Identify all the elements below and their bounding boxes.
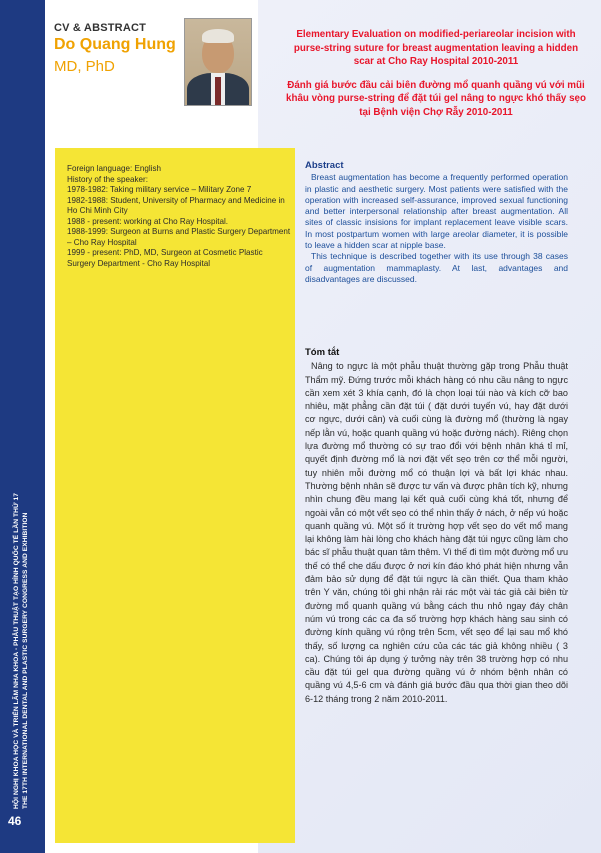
bio-line: 1988 - present: working at Cho Ray Hospital.	[67, 216, 229, 226]
bio-line: 1978-1982: Taking military service – Military Zone 7	[67, 185, 252, 194]
title-block	[286, 28, 586, 119]
abstract-section	[305, 160, 568, 285]
summary-paragraph: Nâng to ngực là một phẫu thuật thường gặp trong Phẫu thuật Thẩm mỹ. Đứng trước mỗi khách hàng có nhu cầu nâng to ngực cần xem xét 3 khía cạnh, đó là chọn loại túi nào và kích cỡ bao nhiêu, mặt phẳng cần đặt túi ( đặt dưới tuyến vú, hay đặt dưới cơ ngực, dưới cân) và cuối cùng là đường mổ (thường là ngay nếp lằn vú, hoặc quanh quầng vú hoặc đường nách). Riêng chọn lựa đường mổ thường có sự trao đổi với bệnh nhân khá tỉ mỉ, quyết định đường mổ là nơi đặt vết sẹo trên cơ thể mỗi người, tuy nhiên mỗi đường mổ có thuận lợi và bất lợi khác nhau. Thường bệnh nhân sẽ được tư vấn và được phân tích kỹ, nhưng nhìn chung đều mang lại kết quả cuối cùng khá tốt, nhưng để ngoài vẫn có một vết sẹo có thể nhìn thấy ở nách, ở nếp vú hoặc quanh quầng vú. Một số ít trường hợp vết sẹo do vết mổ mang lại không làm hài lòng cho khách hàng đặt túi ngực cũng làm cho bác sĩ phẫu thuật quan tâm thêm. Vì thế đi tìm một đường mổ ưu thế có thể che dấu được ở nơi kín đáo khó phát hiện nhưng vẫn đảm bảo sử dụng để đặt túi ngực là cần thiết. Qua tham khảo trên Y văn, chúng tôi ghi nhận rải rác một vài tác giả cải biên từ đường mổ quanh quầng vú bằng cách thu nhỏ ngay đáy chân núm vú trong các ca đa số trường hợp khách hàng sau sinh có đường kính quầng vú rộng trên 5cm, vết sẹo để lại sau mổ khó thấy, số lượng ca nghiên cứu của các tác giả không nhiều ( 3 ca). Chúng tôi áp dụng ý tưởng này trên 38 trường hợp có nhu cầu đặt túi gel qua đường quầng vú ở nhóm bệnh nhân có quầng vú 4,5-6 cm và đánh giá bước đầu qua thời gian theo dõi 6-12 tháng trong 2 năm 2010-2011.	[305, 361, 568, 704]
bio-text	[67, 164, 292, 269]
bio-line: History of the speaker:	[67, 174, 148, 184]
title-vietnamese: Đánh giá bước đầu cải biên đường mổ quanh quầng vú với mũi khâu vòng purse-string để đặt túi gel nâng to ngực khó thấy sẹo tại Bệnh viện Chợ Rẫy 2010-2011	[286, 79, 586, 118]
author-degree: MD, PhD	[54, 58, 115, 75]
summary-section	[305, 346, 568, 706]
section-label: CV & ABSTRACT	[54, 22, 147, 34]
sidebar-conference-text	[12, 109, 30, 809]
bio-line: Foreign language: English	[67, 164, 162, 173]
sidebar-line-english: THE 17TH INTERNATIONAL DENTAL AND PLASTIC SURGERY CONGRESS AND EXHIBITION	[22, 512, 29, 809]
summary-heading: Tóm tắt	[305, 347, 340, 358]
sidebar-band	[0, 0, 45, 853]
title-english: Elementary Evaluation on modified-periareolar incision with purse-string suture for breast augmentation leaving a hidden scar at Cho Ray Hospital 2010-2011	[293, 29, 579, 67]
author-photo	[184, 18, 252, 106]
photo-hair	[202, 29, 234, 43]
abstract-heading: Abstract	[305, 160, 344, 171]
page-number: 46	[8, 814, 22, 828]
abstract-paragraph: Breast augmentation has become a frequently performed operation in plastic and aesthetic surgery. Most patients were satisfied with the operation with increased self-assurance, improved sexual functioning and better interpersonal relationship after breast augmentation. All sites of classic insisions for implant replacement leave visible scars. In most postpartum women with large areolar diameter, it is possible to leave a hidden scar at nipple base.	[305, 172, 568, 251]
photo-tie	[215, 77, 221, 105]
bio-line: 1982-1988: Student, University of Pharmacy and Medicine in Ho Chi Minh City	[67, 195, 285, 215]
bio-line: 1999 - present: PhD, MD, Surgeon at Cosmetic Plastic Surgery Department - Cho Ray Hospital	[67, 248, 263, 268]
author-name: Do Quang Hung	[54, 36, 176, 53]
abstract-paragraph: This technique is described together with its use through 38 cases of augmentation mammaplasty. At last, advantages and disadvantages are discussed.	[305, 251, 568, 284]
sidebar-line-vietnamese: HỘI NGHỊ KHOA HỌC VÀ TRIỂN LÃM NHA KHOA - PHẪU THUẬT TẠO HÌNH QUỐC TẾ LẦN THỨ 17	[13, 492, 20, 809]
bio-line: 1988-1999: Surgeon at Burns and Plastic Surgery Department – Cho Ray Hospital	[67, 227, 291, 247]
